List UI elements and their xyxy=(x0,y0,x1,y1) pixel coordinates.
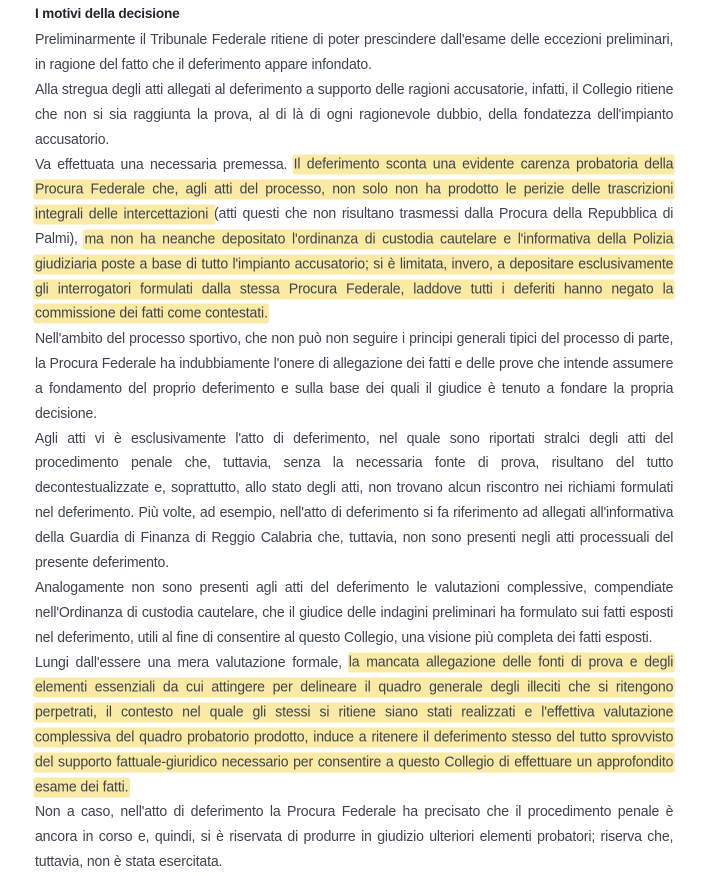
paragraph-3-highlighted xyxy=(35,153,673,327)
highlight-block-2-part-2: effettuare un approfondito esame dei fatti. xyxy=(35,754,674,796)
paragraph-1: Preliminarmente il Tribunale Federale ritiene di poter prescindere dall'esame delle eccezioni preliminari, in ragione del fatto che il deferimento appare infondato. xyxy=(35,32,674,73)
document-body xyxy=(35,3,683,875)
paragraph-2: Alla stregua degli atti allegati al deferimento a supporto delle ragioni accusatorie, infatti, il Collegio ritiene che non si sia raggiunta la prova, al di là di ogni ragionevole dubbio, della fondatezza dell'impianto accusatorio. xyxy=(35,81,674,148)
paragraph-7-lead-text: Lungi dall'essere una mera valutazione formale, xyxy=(35,654,349,671)
paragraph-3-lead-text: Va effettuata una necessaria premessa. xyxy=(35,156,294,173)
paragraph-8: Non a caso, nell'atto di deferimento la Procura Federale ha precisato che il procedimento penale è ancora in corso e, quindi, si è riservata di produrre in giudizio ulteriori elementi probatori; riserva che, tuttavia, non è stata esercitata. xyxy=(35,804,674,870)
paragraph-5: Agli atti vi è esclusivamente l'atto di deferimento, nel quale sono riportati stralci degli atti del procedimento penale che, tuttavia, senza la necessaria fonte di prova, risultano del tutto decontestualizzate e, soprattutto, allo stato degli atti, non trovano alcun riscontro nei richiami formulati nel deferimento. Più volte, ad esempio, nell'atto di deferimento si fa riferimento ad allegati all'informativa della Guardia di Finanza di Reggio Calabria che, tuttavia, non sono presenti negli atti processuali del presente deferimento. xyxy=(35,430,674,572)
highlight-block-1-gap-parenthetical: (atti questi che non risultano trasmessi dalla Procura della Repubblica di Palmi), xyxy=(35,206,674,248)
paragraph-6: Analogamente non sono presenti agli atti del deferimento le valutazioni complessive, compendiate nell'Ordinanza di custodia cautelare, che il giudice delle indagini preliminari ha formulato sui fatti esposti nel deferimento, utili al fine di consentire al questo Collegio, una visione più completa dei fatti esposti. xyxy=(35,579,674,646)
page-title: I motivi della decisione xyxy=(35,6,180,22)
paragraph-7-highlighted xyxy=(35,651,673,800)
highlight-block-1-part-1: Il deferimento sconta una evidente carenza probatoria della Procura Federale che, agli atti del processo, non solo non ha prodotto le perizie delle trascrizioni integrali delle intercettazioni xyxy=(35,156,674,223)
highlight-block-1-part-2: ma non ha neanche depositato l'ordinanza di custodia cautelare e l'informativa della Polizia giudiziaria poste a base di tutto l'impianto accusatorio; si è limitata, invero, a depositare esclusivamente gli interrogatori formulati dalla stessa Procura Federale, laddove tutti i deferiti hanno negato la commissione dei fatti come contestati. xyxy=(35,231,674,322)
paragraph-4: Nell'ambito del processo sportivo, che non può non seguire i principi generali tipici del processo di parte, la Procura Federale ha indubbiamente l'onere di allegazione dei fatti e delle prove che intende assumere a fondamento del proprio deferimento e sulla base dei quali il giudice è tenuto a fondare la propria decisione. xyxy=(35,330,674,422)
highlight-block-2-part-1: la mancata allegazione delle fonti di prova e degli elementi essenziali da cui attingere per delineare il quadro generale degli illeciti che si ritengono perpetrati, il contesto nel quale gli stessi si ritiene siano stati realizzati e l'effettiva valutazione complessiva del quadro probatorio prodotto, induce a ritenere il deferimento stesso del tutto sprovvisto del supporto fattuale-giuridico necessario per consentire a questo Collegio di xyxy=(35,654,674,771)
